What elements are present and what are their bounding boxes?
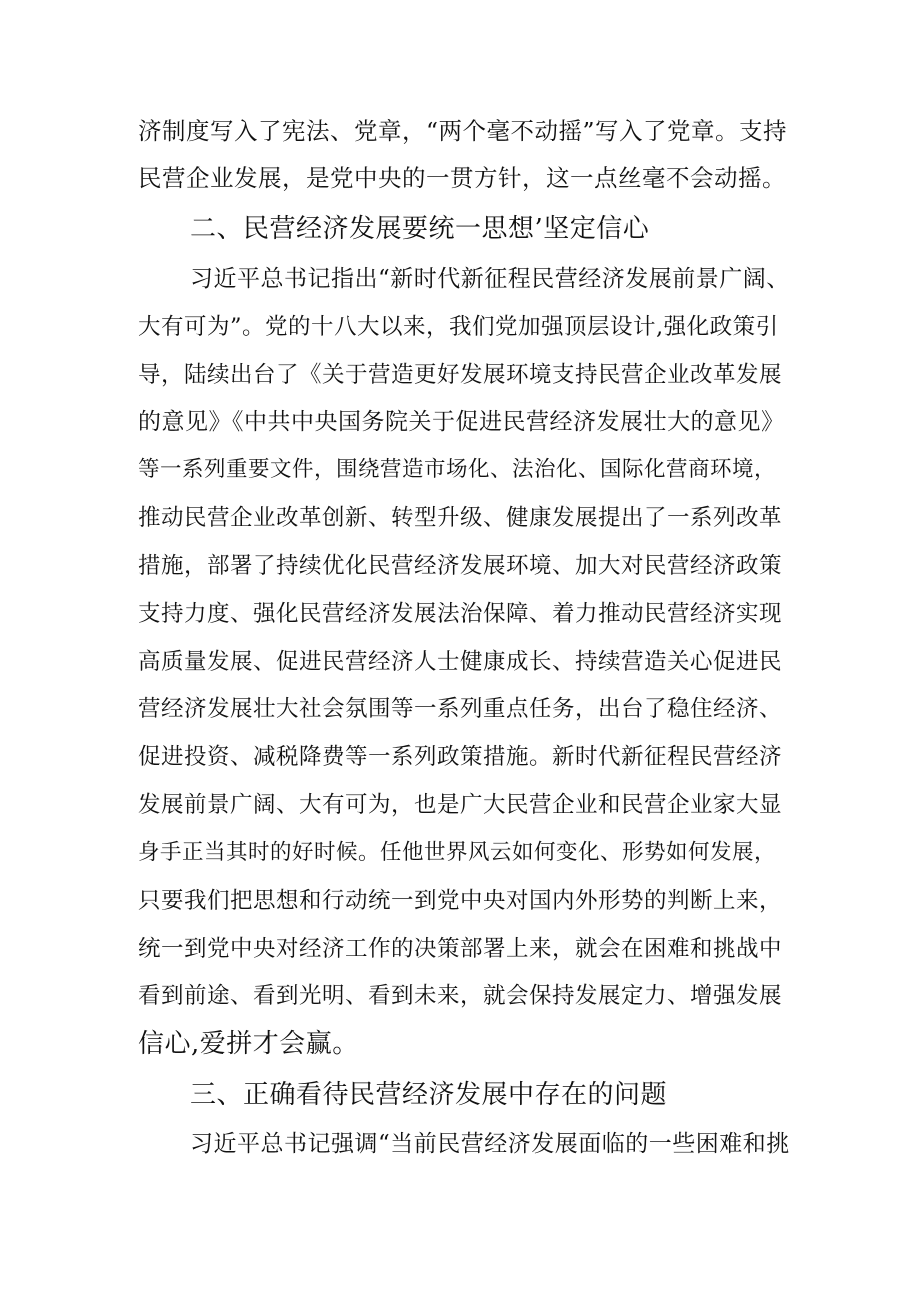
text-line: 等一系列重要文件，围绕营造市场化、法治化、国际化营商环境，: [138, 457, 777, 482]
text-line: 支持力度、强化民营经济发展法治保障、着力推动民营经济实现: [138, 601, 783, 627]
section-heading: 二、民营经济发展要统一思想’坚定信心: [190, 214, 650, 244]
text-line: 促进投资、减税降费等一系列政策措施。新时代新征程民营经济: [138, 744, 783, 770]
text-line: 导，陆续出台了《关于营造更好发展环境支持民营企业改革发展: [138, 362, 783, 388]
text-line: 推动民营企业改革创新、转型升级、健康发展提出了一系列改革: [138, 505, 783, 531]
text-line: 高质量发展、促进民营经济人士健康成长、持续营造关心促进民: [138, 649, 783, 675]
text-line: 大有可为”。党的十八大以来，我们党加强顶层设计,强化政策引: [138, 314, 779, 340]
text-line: 看到前途、看到光明、看到未来，就会保持发展定力、增强发展: [138, 983, 783, 1009]
text-line: 发展前景广阔、大有可为，也是广大民营企业和民营企业家大显: [138, 792, 783, 818]
text-line: 只要我们把思想和行动统一到党中央对国内外形势的判断上来，: [138, 888, 783, 914]
text-line: 的意见》《中共中央国务院关于促进民营经济发展壮大的意见》: [138, 409, 785, 435]
section-heading: 三、正确看待民营经济发展中存在的问题: [190, 1080, 668, 1110]
text-line: 统一到党中央对经济工作的决策部署上来，就会在困难和挑战中: [138, 936, 783, 962]
text-line: 营经济发展壮大社会氛围等一系列重点任务，出台了稳住经济、: [138, 696, 783, 722]
text-line: 信心,爱拼才会赢。: [138, 1029, 359, 1059]
text-line: 济制度写入了宪法、党章，“两个毫不动摇”写入了党章。支持: [138, 117, 788, 145]
text-line: 习近平总书记指出“新时代新征程民营经济发展前景广阔、: [190, 266, 790, 292]
text-line: 民营企业发展，是党中央的一贯方针，这一点丝毫不会动摇。: [138, 164, 786, 192]
text-line: 身手正当其时的好时候。任他世界风云如何变化、形势如何发展，: [138, 840, 777, 865]
text-line: 措施，部署了持续优化民营经济发展环境、加大对民营经济政策: [138, 553, 783, 579]
text-line: 习近平总书记强调“当前民营经济发展面临的一些困难和挑: [190, 1131, 790, 1157]
